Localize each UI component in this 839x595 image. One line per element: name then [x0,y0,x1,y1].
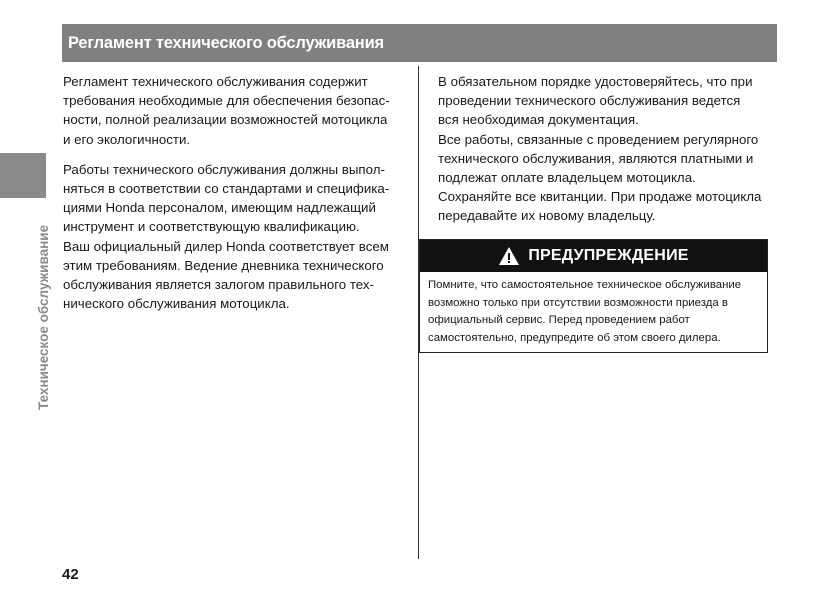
section-header-bar [62,24,777,62]
text-line: подлежат оплате владельцем мотоцикла. [438,170,696,186]
warning-text [428,277,764,347]
text-line: Работы технического обслуживания должны выпол- [63,161,385,177]
text-line: ности, полной реализации возможностей мотоцикла [63,112,388,128]
text-line: обслуживания является залогом правильного тех- [63,277,374,293]
text-line: требования необходимые для обеспечения безопас- [63,93,390,109]
text-line: проведении технического обслуживания ведется [438,93,741,109]
text-line: Регламент технического обслуживания содержит [63,74,368,89]
warning-title: ПРЕДУПРЕЖДЕНИЕ [528,247,689,264]
text-line: передавайте их новому владельцу. [438,208,656,224]
text-line: Все работы, связанные с проведением регулярного [438,131,759,147]
text-line: Ваш официальный дилер Honda соответствует всем [63,238,389,254]
text-line: официальный сервис. Перед проведением работ [428,314,690,327]
text-line: циями Honda персоналом, имеющим надлежащий [63,200,376,216]
text-line: Сохраняйте все квитанции. При продаже мотоцикла [438,189,762,205]
text-line: В обязательном порядке удостоверяйтесь, что при [438,74,753,89]
text-line: и его экологичности. [63,131,191,147]
text-line: няться в соответствии со стандартами и специфика- [63,181,390,197]
left-column [63,72,408,313]
paragraph-spacer [63,149,408,160]
side-section-label: Техническое обслуживание [36,224,51,410]
warning-triangle-icon [498,246,520,266]
text-line: вся необходимая документация. [438,112,639,128]
warning-header [420,240,767,272]
warning-box [419,239,768,353]
section-title: Регламент технического обслуживания [68,34,384,52]
text-line: Помните, что самостоятельное техническое обслуживание [428,279,742,291]
text-line: возможно только при отсутствии возможности приезда в [428,296,728,309]
text-line: этим требованиям. Ведение дневника технического [63,257,384,273]
paragraph-requirements [63,160,408,314]
page-number: 42 [62,566,79,583]
text-line: инструмент и соответствующую квалификацию. [63,219,360,235]
text-line: технического обслуживания, являются платными и [438,150,754,166]
side-tab-marker [0,153,46,198]
text-line: самостоятельно, предупредите об этом своего дилера. [428,331,721,344]
right-column [438,72,778,226]
text-line: нического обслуживания мотоцикла. [63,296,290,312]
paragraph-intro [63,72,408,149]
